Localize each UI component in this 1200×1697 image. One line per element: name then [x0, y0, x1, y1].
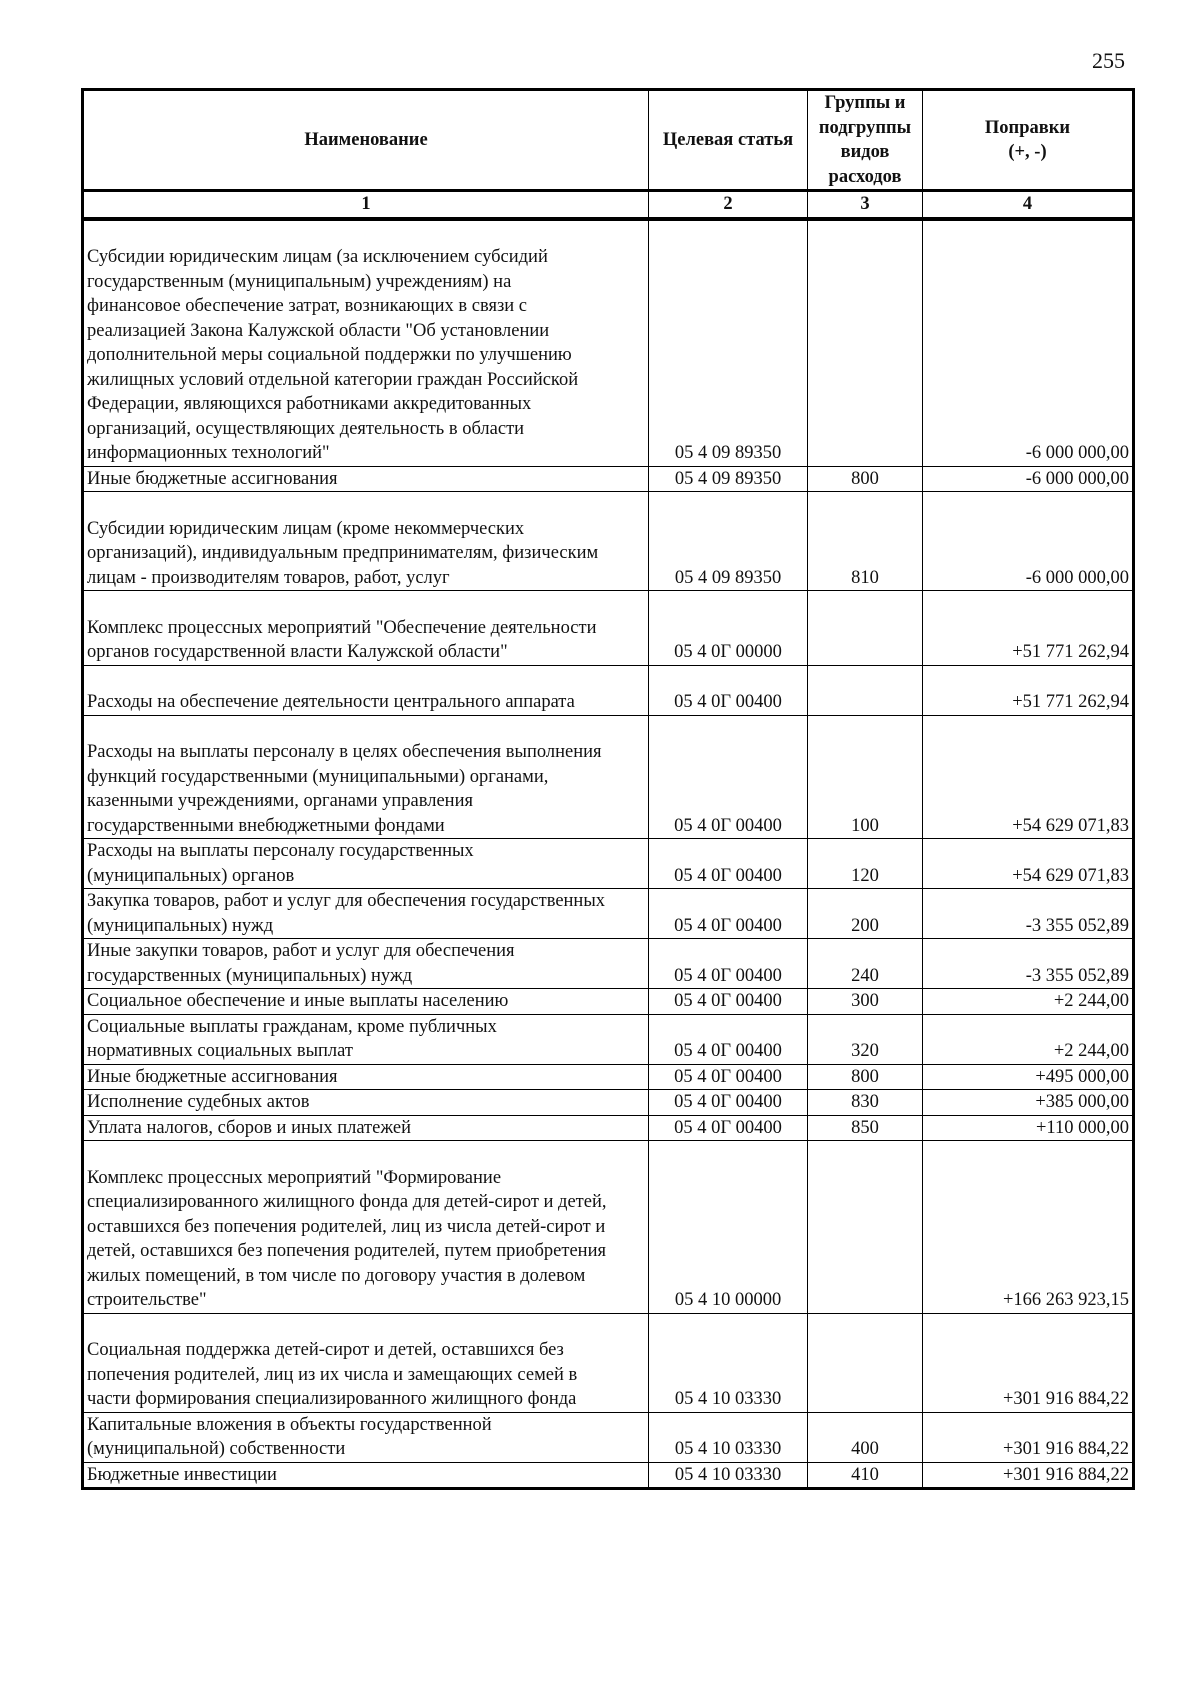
row-amount: -6 000 000,00 [923, 219, 1134, 467]
table-row [83, 466, 1134, 492]
row-name [83, 1313, 649, 1412]
row-name [83, 219, 649, 467]
row-name-line: лицам - производителям товаров, работ, услуг [87, 567, 450, 588]
row-amount: +51 771 262,94 [923, 665, 1134, 715]
row-amount: +385 000,00 [923, 1090, 1134, 1116]
row-name-line: Субсидии юридическим лицам (кроме некоммерческих [87, 518, 525, 539]
row-name [83, 989, 649, 1015]
budget-amendments-table [81, 88, 1135, 1490]
row-amount: -6 000 000,00 [923, 466, 1134, 492]
row-name-line: реализацией Закона Калужской области "Об установлении [87, 320, 550, 341]
row-code: 05 4 0Г 00400 [649, 1014, 808, 1064]
row-name-line: специализированного жилищного фонда для детей-сирот и детей, [87, 1192, 607, 1212]
row-group [808, 219, 923, 467]
row-name-line: Расходы на обеспечение деятельности центрального аппарата [87, 692, 575, 712]
row-name [83, 466, 649, 492]
column-number-row [83, 191, 1134, 219]
row-name-line: нормативных социальных выплат [87, 1041, 353, 1061]
table-body [83, 219, 1134, 1489]
row-group: 810 [808, 492, 923, 591]
row-group: 830 [808, 1090, 923, 1116]
row-amount: +2 244,00 [923, 1014, 1134, 1064]
row-amount: +2 244,00 [923, 989, 1134, 1015]
row-name [83, 1115, 649, 1141]
row-amount: +51 771 262,94 [923, 591, 1134, 666]
header-group-line: расходов [828, 166, 902, 187]
row-group [808, 1141, 923, 1314]
table-row [83, 1462, 1134, 1489]
column-number: 4 [923, 191, 1134, 219]
row-name-line: Расходы на выплаты персоналу в целях обеспечения выполнения [87, 742, 602, 762]
row-group: 320 [808, 1014, 923, 1064]
row-code: 05 4 0Г 00400 [649, 889, 808, 939]
header-group-line: подгруппы [818, 117, 912, 138]
row-group: 800 [808, 466, 923, 492]
table-row [83, 715, 1134, 839]
row-amount: +301 916 884,22 [923, 1462, 1134, 1489]
row-name-line: информационных технологий" [87, 443, 330, 463]
row-name-line: Субсидии юридическим лицам (за исключением субсидий [87, 247, 548, 267]
row-code: 05 4 0Г 00400 [649, 665, 808, 715]
row-code: 05 4 09 89350 [649, 219, 808, 467]
table-row [83, 1014, 1134, 1064]
header-name: Наименование [83, 90, 649, 191]
row-name-line: попечения родителей, лиц из их числа и замещающих семей в [87, 1364, 578, 1385]
row-name-line: организаций), индивидуальным предпринимателям, физическим [87, 543, 599, 563]
table-row [83, 1064, 1134, 1090]
row-name-line: дополнительной меры социальной поддержки по улучшению [87, 345, 572, 365]
row-name-line: Комплекс процессных мероприятий "Формирование [87, 1167, 502, 1188]
row-group: 300 [808, 989, 923, 1015]
row-amount: +166 263 923,15 [923, 1141, 1134, 1314]
row-name-line: финансовое обеспечение затрат, возникающих в связи с [87, 296, 528, 316]
row-spacer [87, 1141, 645, 1166]
header-code: Целевая статья [649, 90, 808, 191]
row-amount: +110 000,00 [923, 1115, 1134, 1141]
row-amount: +301 916 884,22 [923, 1412, 1134, 1462]
row-name-line: государственным (муниципальным) учреждениям) на [87, 271, 512, 292]
row-name-line: Иные бюджетные ассигнования [87, 468, 338, 489]
row-code: 05 4 0Г 00400 [649, 989, 808, 1015]
row-name-line: Социальные выплаты гражданам, кроме публичных [87, 1016, 497, 1037]
column-number: 2 [649, 191, 808, 219]
row-name-line: Социальная поддержка детей-сирот и детей, оставшихся без [87, 1340, 564, 1360]
row-spacer [87, 221, 645, 246]
row-name-line: Иные закупки товаров, работ и услуг для обеспечения [87, 941, 515, 961]
row-name-line: казенными учреждениями, органами управления [87, 791, 473, 811]
row-name [83, 591, 649, 666]
row-name-line: строительстве" [87, 1290, 207, 1310]
row-spacer [87, 716, 645, 741]
row-spacer [87, 492, 645, 517]
row-code: 05 4 0Г 00400 [649, 839, 808, 889]
header-amount-line: Поправки [984, 117, 1071, 138]
row-name-line: Социальное обеспечение и иные выплаты населению [87, 991, 509, 1011]
row-name-line: Комплекс процессных мероприятий "Обеспечение деятельности [87, 617, 597, 638]
row-name-line: жилых помещений, в том числе по договору участия в долевом [87, 1265, 586, 1286]
row-spacer [87, 666, 645, 691]
row-amount: +54 629 071,83 [923, 715, 1134, 839]
row-name [83, 839, 649, 889]
row-name [83, 1412, 649, 1462]
header-group [808, 90, 923, 191]
row-name-line: организаций, осуществляющих деятельность в области [87, 418, 525, 439]
row-group: 850 [808, 1115, 923, 1141]
table-row [83, 1412, 1134, 1462]
table-row [83, 889, 1134, 939]
header-amount-line: (+, -) [1008, 142, 1047, 162]
row-name-line: органов государственной власти Калужской области" [87, 642, 508, 662]
row-name-line: Закупка товаров, работ и услуг для обеспечения государственных [87, 891, 606, 911]
row-group: 120 [808, 839, 923, 889]
row-amount: -6 000 000,00 [923, 492, 1134, 591]
table-row [83, 1115, 1134, 1141]
table-row [83, 989, 1134, 1015]
page-number: 255 [1092, 48, 1125, 73]
column-number: 1 [83, 191, 649, 219]
row-group: 410 [808, 1462, 923, 1489]
row-code: 05 4 0Г 00000 [649, 591, 808, 666]
table-row [83, 591, 1134, 666]
row-amount: +495 000,00 [923, 1064, 1134, 1090]
row-name-line: Исполнение судебных актов [87, 1092, 310, 1112]
row-code: 05 4 09 89350 [649, 466, 808, 492]
row-name-line: (муниципальных) органов [87, 865, 295, 886]
row-name [83, 492, 649, 591]
row-name-line: Бюджетные инвестиции [87, 1464, 277, 1485]
row-name [83, 939, 649, 989]
row-name [83, 1014, 649, 1064]
row-group [808, 1313, 923, 1412]
row-group: 100 [808, 715, 923, 839]
row-name-line: (муниципальной) собственности [87, 1439, 346, 1459]
row-name-line: жилищных условий отдельной категории граждан Российской [87, 369, 579, 390]
table-row [83, 1313, 1134, 1412]
row-group: 800 [808, 1064, 923, 1090]
row-code: 05 4 0Г 00400 [649, 715, 808, 839]
row-name-line: детей, оставшихся без попечения родителей, путем приобретения [87, 1241, 606, 1261]
row-group: 240 [808, 939, 923, 989]
row-name-line: Расходы на выплаты персоналу государственных [87, 841, 474, 861]
row-group: 400 [808, 1412, 923, 1462]
header-amount [923, 90, 1134, 191]
row-code: 05 4 10 03330 [649, 1412, 808, 1462]
row-name-line: Федерации, являющихся работниками аккредитованных [87, 394, 532, 414]
header-group-line: видов [840, 142, 890, 162]
row-group: 200 [808, 889, 923, 939]
row-name-line: функций государственными (муниципальными) органами, [87, 766, 549, 787]
table-row [83, 1090, 1134, 1116]
row-spacer [87, 591, 645, 616]
table-row [83, 492, 1134, 591]
row-amount: -3 355 052,89 [923, 889, 1134, 939]
row-code: 05 4 0Г 00400 [649, 1115, 808, 1141]
row-name [83, 715, 649, 839]
row-name [83, 1141, 649, 1314]
row-amount: +54 629 071,83 [923, 839, 1134, 889]
table-row [83, 939, 1134, 989]
row-spacer [87, 1314, 645, 1339]
row-name-line: оставшихся без попечения родителей, лиц из числа детей-сирот и [87, 1216, 606, 1237]
table-row [83, 1141, 1134, 1314]
row-name-line: Уплата налогов, сборов и иных платежей [87, 1117, 412, 1138]
row-name [83, 1090, 649, 1116]
row-name [83, 665, 649, 715]
row-code: 05 4 10 03330 [649, 1462, 808, 1489]
row-name-line: государственными внебюджетными фондами [87, 815, 445, 836]
row-code: 05 4 09 89350 [649, 492, 808, 591]
header-row [83, 90, 1134, 191]
row-name-line: части формирования специализированного жилищного фонда [87, 1389, 577, 1409]
row-name-line: Иные бюджетные ассигнования [87, 1066, 338, 1087]
row-name-line: Капитальные вложения в объекты государственной [87, 1414, 492, 1435]
row-code: 05 4 0Г 00400 [649, 939, 808, 989]
table-row [83, 219, 1134, 467]
row-name-line: (муниципальных) нужд [87, 915, 274, 936]
column-number: 3 [808, 191, 923, 219]
row-group [808, 591, 923, 666]
row-code: 05 4 0Г 00400 [649, 1064, 808, 1090]
row-group [808, 665, 923, 715]
row-name [83, 889, 649, 939]
row-code: 05 4 10 00000 [649, 1141, 808, 1314]
row-name [83, 1064, 649, 1090]
row-code: 05 4 0Г 00400 [649, 1090, 808, 1116]
row-amount: -3 355 052,89 [923, 939, 1134, 989]
header-group-line: Группы и [824, 93, 906, 113]
row-amount: +301 916 884,22 [923, 1313, 1134, 1412]
table-row [83, 665, 1134, 715]
row-code: 05 4 10 03330 [649, 1313, 808, 1412]
row-name-line: государственных (муниципальных) нужд [87, 965, 413, 986]
table-row [83, 839, 1134, 889]
row-name [83, 1462, 649, 1489]
